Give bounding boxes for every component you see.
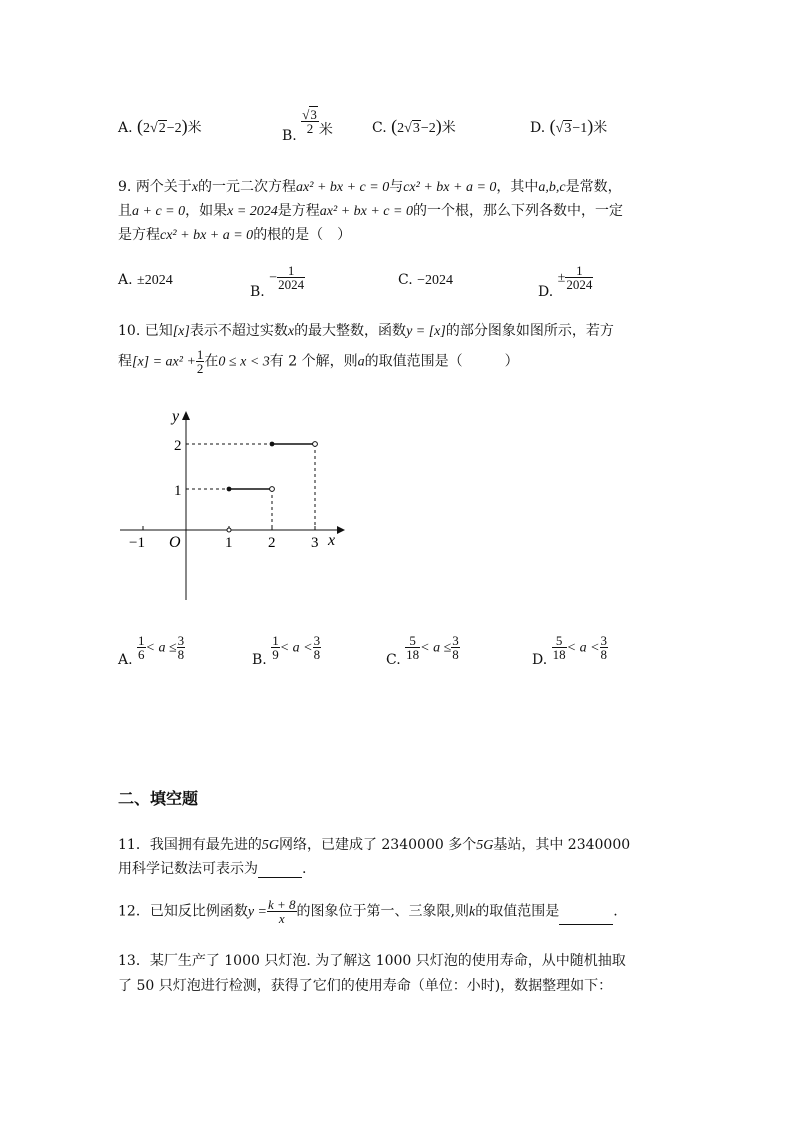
x-tick-label: 2 xyxy=(268,535,276,551)
expr-tail: −2 xyxy=(166,121,182,136)
x-axis-arrow xyxy=(337,526,345,534)
answer-blank[interactable] xyxy=(559,910,613,925)
closed-point xyxy=(270,442,275,447)
radicand: 2 xyxy=(158,121,166,136)
q8-option-c: C. (2√3−2)米 xyxy=(372,116,456,136)
option-label: D. xyxy=(530,120,546,136)
q9-option-d: D. ± $\frac{1}{2024}$ xyxy=(538,263,593,300)
fraction: $\frac{1}{2024}$ xyxy=(278,263,305,292)
floor-function-graph xyxy=(115,405,355,605)
unit: 米 xyxy=(441,120,456,136)
fraction: $\frac{k + 8}{x}$ xyxy=(268,897,296,926)
fraction: $\frac{1}{2}$ xyxy=(196,347,204,376)
coef: 2 xyxy=(143,121,151,136)
x-axis-label: x xyxy=(328,532,336,549)
q10-line-2: 程[x] = ax² + $\frac{1}{2}$ 在0 ≤ x < 3有 2 个解，则a的取值范围是（ ） xyxy=(118,347,519,376)
origin-point xyxy=(227,528,231,532)
x-tick-label: 1 xyxy=(225,535,233,551)
answer-blank[interactable] xyxy=(258,863,302,878)
option-label: A. xyxy=(118,120,133,136)
q8-option-d: D. (√3−1)米 xyxy=(530,116,608,136)
open-point xyxy=(313,442,318,447)
q11-line-1: 11．我国拥有最先进的5G网络，已建成了 2340000 多个5G基站，其中 2340000 xyxy=(118,837,631,853)
q8-option-a: A. (2√2−2)米 xyxy=(118,116,202,136)
section-title: 二、填空题 xyxy=(118,789,199,808)
unit: 米 xyxy=(593,120,608,136)
x-tick-label: 3 xyxy=(311,535,319,551)
y-axis-arrow xyxy=(182,411,190,420)
origin-label: O xyxy=(169,534,181,551)
q10-option-c: C. $\frac{5}{18}$ < a ≤ $\frac{3}{8}$ xyxy=(386,633,459,668)
q10-line-1: 10. 已知[x]表示不超过实数x的最大整数，函数y = [x]的部分图象如图所示，若方 xyxy=(118,323,614,339)
q12-line: 12．已知反比例函数y = $\frac{k + 8}{x}$ 的图象位于第一、三象限,则k的取值范围是 . xyxy=(118,897,618,926)
fraction: $\frac{√3}{2}$ xyxy=(302,107,317,136)
q9-option-b: B. − $\frac{1}{2024}$ xyxy=(250,263,305,300)
paren-open: ( xyxy=(137,116,144,136)
q9-option-c: C. −2024 xyxy=(398,272,454,288)
y-tick-label: 1 xyxy=(174,483,182,499)
q9-line-3: 是方程cx² + bx + a = 0的根的是（ ） xyxy=(118,227,352,243)
x-tick-label: −1 xyxy=(129,535,145,551)
q11-line-2: 用科学记数法可表示为 . xyxy=(118,861,307,877)
q9-option-a: A. ±2024 xyxy=(118,272,173,288)
q9-line-2: 且a + c = 0，如果x = 2024是方程ax² + bx + c = 0的一个根，那么下列各数中，一定 xyxy=(118,203,623,219)
q13-line-1: 13．某厂生产了 1000 只灯泡. 为了解这 1000 只灯泡的使用寿命，从中随机抽取 xyxy=(118,953,626,969)
fraction: $\frac{1}{2024}$ xyxy=(566,263,593,292)
q10-option-a: A. $\frac{1}{6}$ < a ≤ $\frac{3}{8}$ xyxy=(118,633,185,668)
y-axis-label: y xyxy=(172,408,180,425)
option-label: C. xyxy=(372,120,387,136)
option-label: B. xyxy=(282,127,297,144)
open-point xyxy=(270,487,275,492)
unit: 米 xyxy=(318,121,333,138)
unit: 米 xyxy=(187,120,202,136)
closed-point xyxy=(227,487,232,492)
y-tick-label: 2 xyxy=(174,438,182,454)
q13-line-2: 了 50 只灯泡进行检测，获得了它们的使用寿命（单位：小时)，数据整理如下： xyxy=(118,978,613,994)
q8-option-b xyxy=(282,107,333,144)
q10-option-d: D. $\frac{5}{18}$ < a < $\frac{3}{8}$ xyxy=(532,633,608,668)
q10-option-b: B. $\frac{1}{9}$ < a < $\frac{3}{8}$ xyxy=(252,633,321,668)
q9-line-1: 9. 两个关于x的一元二次方程ax² + bx + c = 0与cx² + bx + a = 0，其中a,b,c是常数， xyxy=(118,179,622,195)
